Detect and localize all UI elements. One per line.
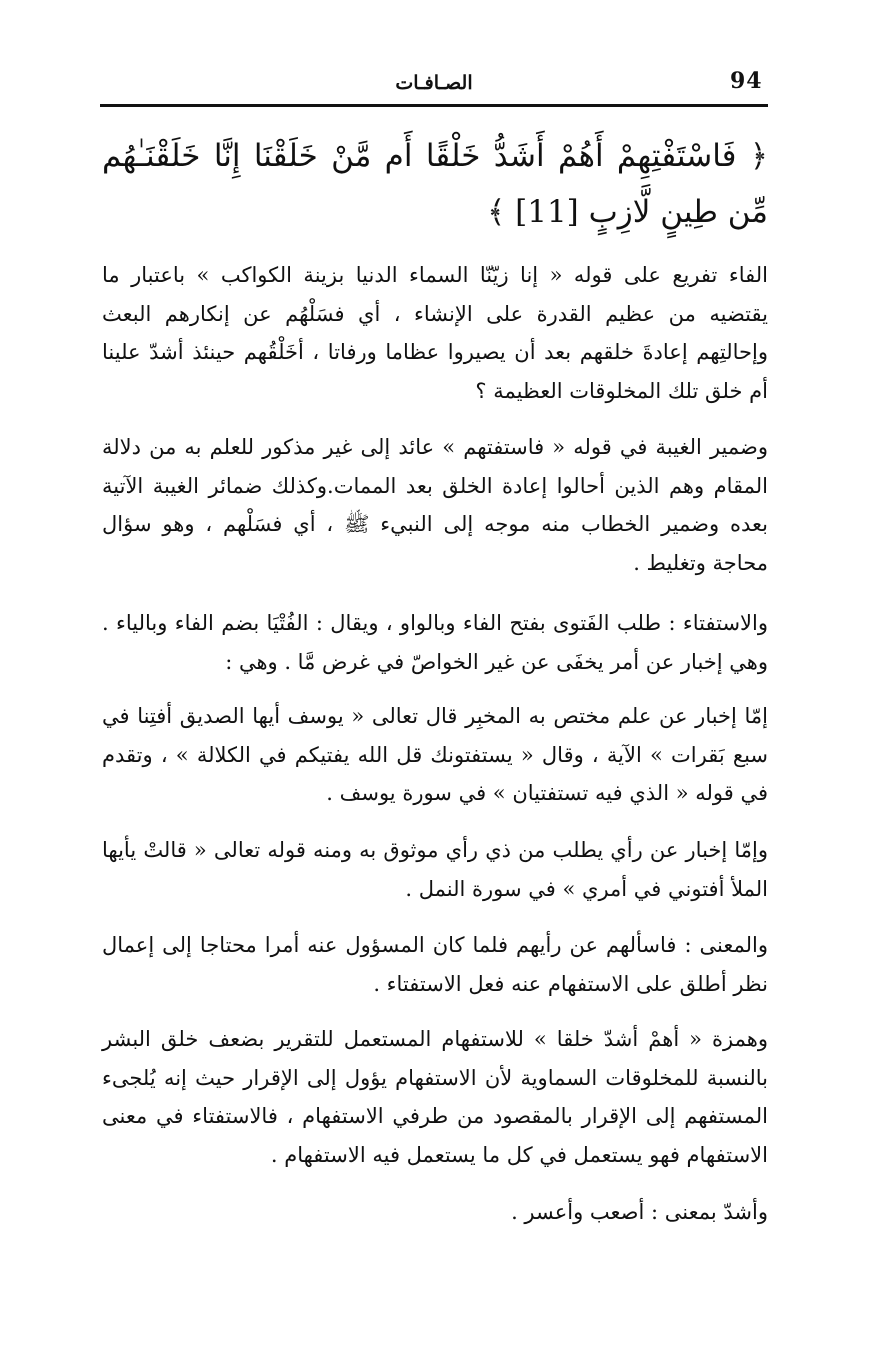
page-number: 94 — [730, 68, 763, 94]
paragraph-4: إمّا إخبار عن علم مختص به المخبِر قال تعالى « يوسف أيها الصديق أفتِنا في سبع بَقرات » الآية ، وقال « يستفتونك قل الله يفتيكم في الكلالة » ، وتقدم في قوله « الذي فيه تستفتيان » في سورة يوسف . — [102, 704, 768, 805]
quran-verse: ﴿ فَاسْتَفْتِهِمْ أَهُمْ أَشَدُّ خَلْقًا أَم مَّنْ خَلَقْنَا إِنَّا خَلَقْنَـٰهُم مِّن طِينٍ لَّازِبٍ [11] ﴾ — [102, 138, 768, 230]
paragraph-3: والاستفتاء : طلب الفَتوى بفتح الفاء وبالواو ، ويقال : الفُتْيَا بضم الفاء وبالياء . وهي إخبار عن أمر يخفَى عن غير الخواصّ في غرض مَّا . وهي : — [102, 611, 768, 674]
paragraph-7: وهمزة « أهمْ أشدّ خلقا » للاستفهام المستعمل للتقرير بضعف خلق البشر بالنسبة للمخلوقات السماوية لأن الاستفهام يؤول إلى الإقرار حيث إنه يُلجىء المستفهم إلى الإقرار بالمقصود من طرفي الاستفهام ، فالاستفتاء في معنى الاستفهام فهو يستعمل في كل ما يستعمل فيه الاستفهام . — [102, 1027, 768, 1167]
paragraph-6: والمعنى : فاسألهم عن رأيهم فلما كان المسؤول عنه أمرا محتاجا إلى إعمال نظر أطلق على الاستفهام عنه فعل الاستفتاء . — [102, 933, 768, 996]
page-header — [100, 64, 768, 107]
surah-title: الصـافـات — [395, 72, 473, 94]
paragraph-5: وإمّا إخبار عن رأي يطلب من ذي رأي موثوق به ومنه قوله تعالى « قالتْ يأيها الملأ أفتوني في أمري » في سورة النمل . — [102, 838, 768, 901]
paragraph-8: وأشدّ بمعنى : أصعب وأعسر . — [511, 1200, 768, 1224]
paragraph-1: الفاء تفريع على قوله « إنا زيّنّا السماء الدنيا بزينة الكواكب » باعتبار ما يقتضيه من عظيم القدرة على الإنشاء ، أي فسَلْهُم عن إنكارهم البعث وإحالتِهم إعادةَ خلقهم بعد أن يصيروا عظاما ورفاتا ، أخَلْقُهم حينئذ أشدّ علينا أم خلق تلك المخلوقات العظيمة ؟ — [102, 263, 768, 403]
paragraph-2: وضمير الغيبة في قوله « فاستفتهم » عائد إلى غير مذكور للعلم به من دلالة المقام وهم الذين أحالوا إعادة الخلق بعد الممات.وكذلك ضمائر الغيبة الآتية بعده وضمير الخطاب منه موجه إلى النبيء ﷺ ، أي فسَلْهم ، وهو سؤال محاجة وتغليط . — [102, 435, 768, 575]
